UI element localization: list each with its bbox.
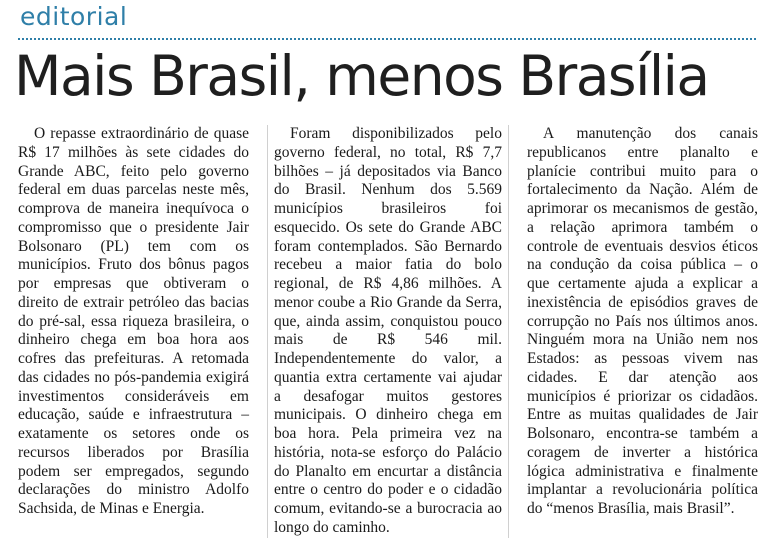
- column-2-text: Foram disponibilizados pelo governo federal, no total, R$ 7,7 bilhões – já depositados via Banco do Brasil. Nenhum dos 5.569 municípios brasileiros foi esquecido. Os sete do Grande ABC foram contemplados. São Bernardo recebeu a maior fatia do bolo regional, de R$ 4,86 milhões. A menor coube a Rio Grande da Serra, que, ainda assim, conquistou pouco mais de R$ 546 mil. Independentemente do valor, a quantia extra certamente vai ajudar a desafogar muitos gestores municipais. O dinheiro chega em boa hora. Pela primeira vez na história, nota-se esforço do Palácio do Planalto em encurtar a distância entre o centro do poder e o cidadão comum, evitando-se a burocracia ao longo do caminho.: [274, 125, 502, 536]
- article-column-2: [267, 125, 509, 538]
- section-label: editorial: [20, 2, 128, 31]
- article-column-3: [527, 125, 758, 538]
- section-divider: [18, 38, 756, 40]
- article-body: [18, 125, 758, 538]
- column-1-text: O repasse extraordinário de quase R$ 17 milhões às sete cidades do Grande ABC, feito pelo governo federal em duas parcelas neste mês, comprova de maneira inequívoca o compromisso que o presidente Jair Bolsonaro (PL) tem com os municípios. Fruto dos bônus pagos por empresas que obtiveram o direito de extrair petróleo das bacias do pré-sal, essa riqueza brasileira, o dinheiro chega em boa hora aos cofres das prefeituras. A retomada das cidades no pós-pandemia exigirá investimentos consideráveis em educação, saúde e infraestrutura – exatamente os setores onde os recursos liberados por Brasília podem ser empregados, segundo declarações do ministro Adolfo Sachsida, de Minas e Energia.: [18, 125, 249, 517]
- column-3-text: A manutenção dos canais republicanos entre planalto e planície contribui muito para o fortalecimento da Nação. Além de aprimorar os mecanismos de gestão, a relação aprimora também o controle de eventuais desvios éticos na condução da coisa pública – o que certamente ajuda a explicar a inexistência de episódios graves de corrupção no País nos últimos anos. Ninguém mora na União nem nos Estados: as pessoas vivem nas cidades. E dar atenção aos municípios é priorizar os cidadãos. Entre as muitas qualidades de Jair Bolsonaro, encontra-se também a coragem de inverter a histórica lógica administrativa e finalmente implantar a revolucionária política do “menos Brasília, mais Brasil”.: [527, 125, 758, 517]
- article-column-1: [18, 125, 249, 538]
- headline: Mais Brasil, menos Brasília: [14, 44, 709, 108]
